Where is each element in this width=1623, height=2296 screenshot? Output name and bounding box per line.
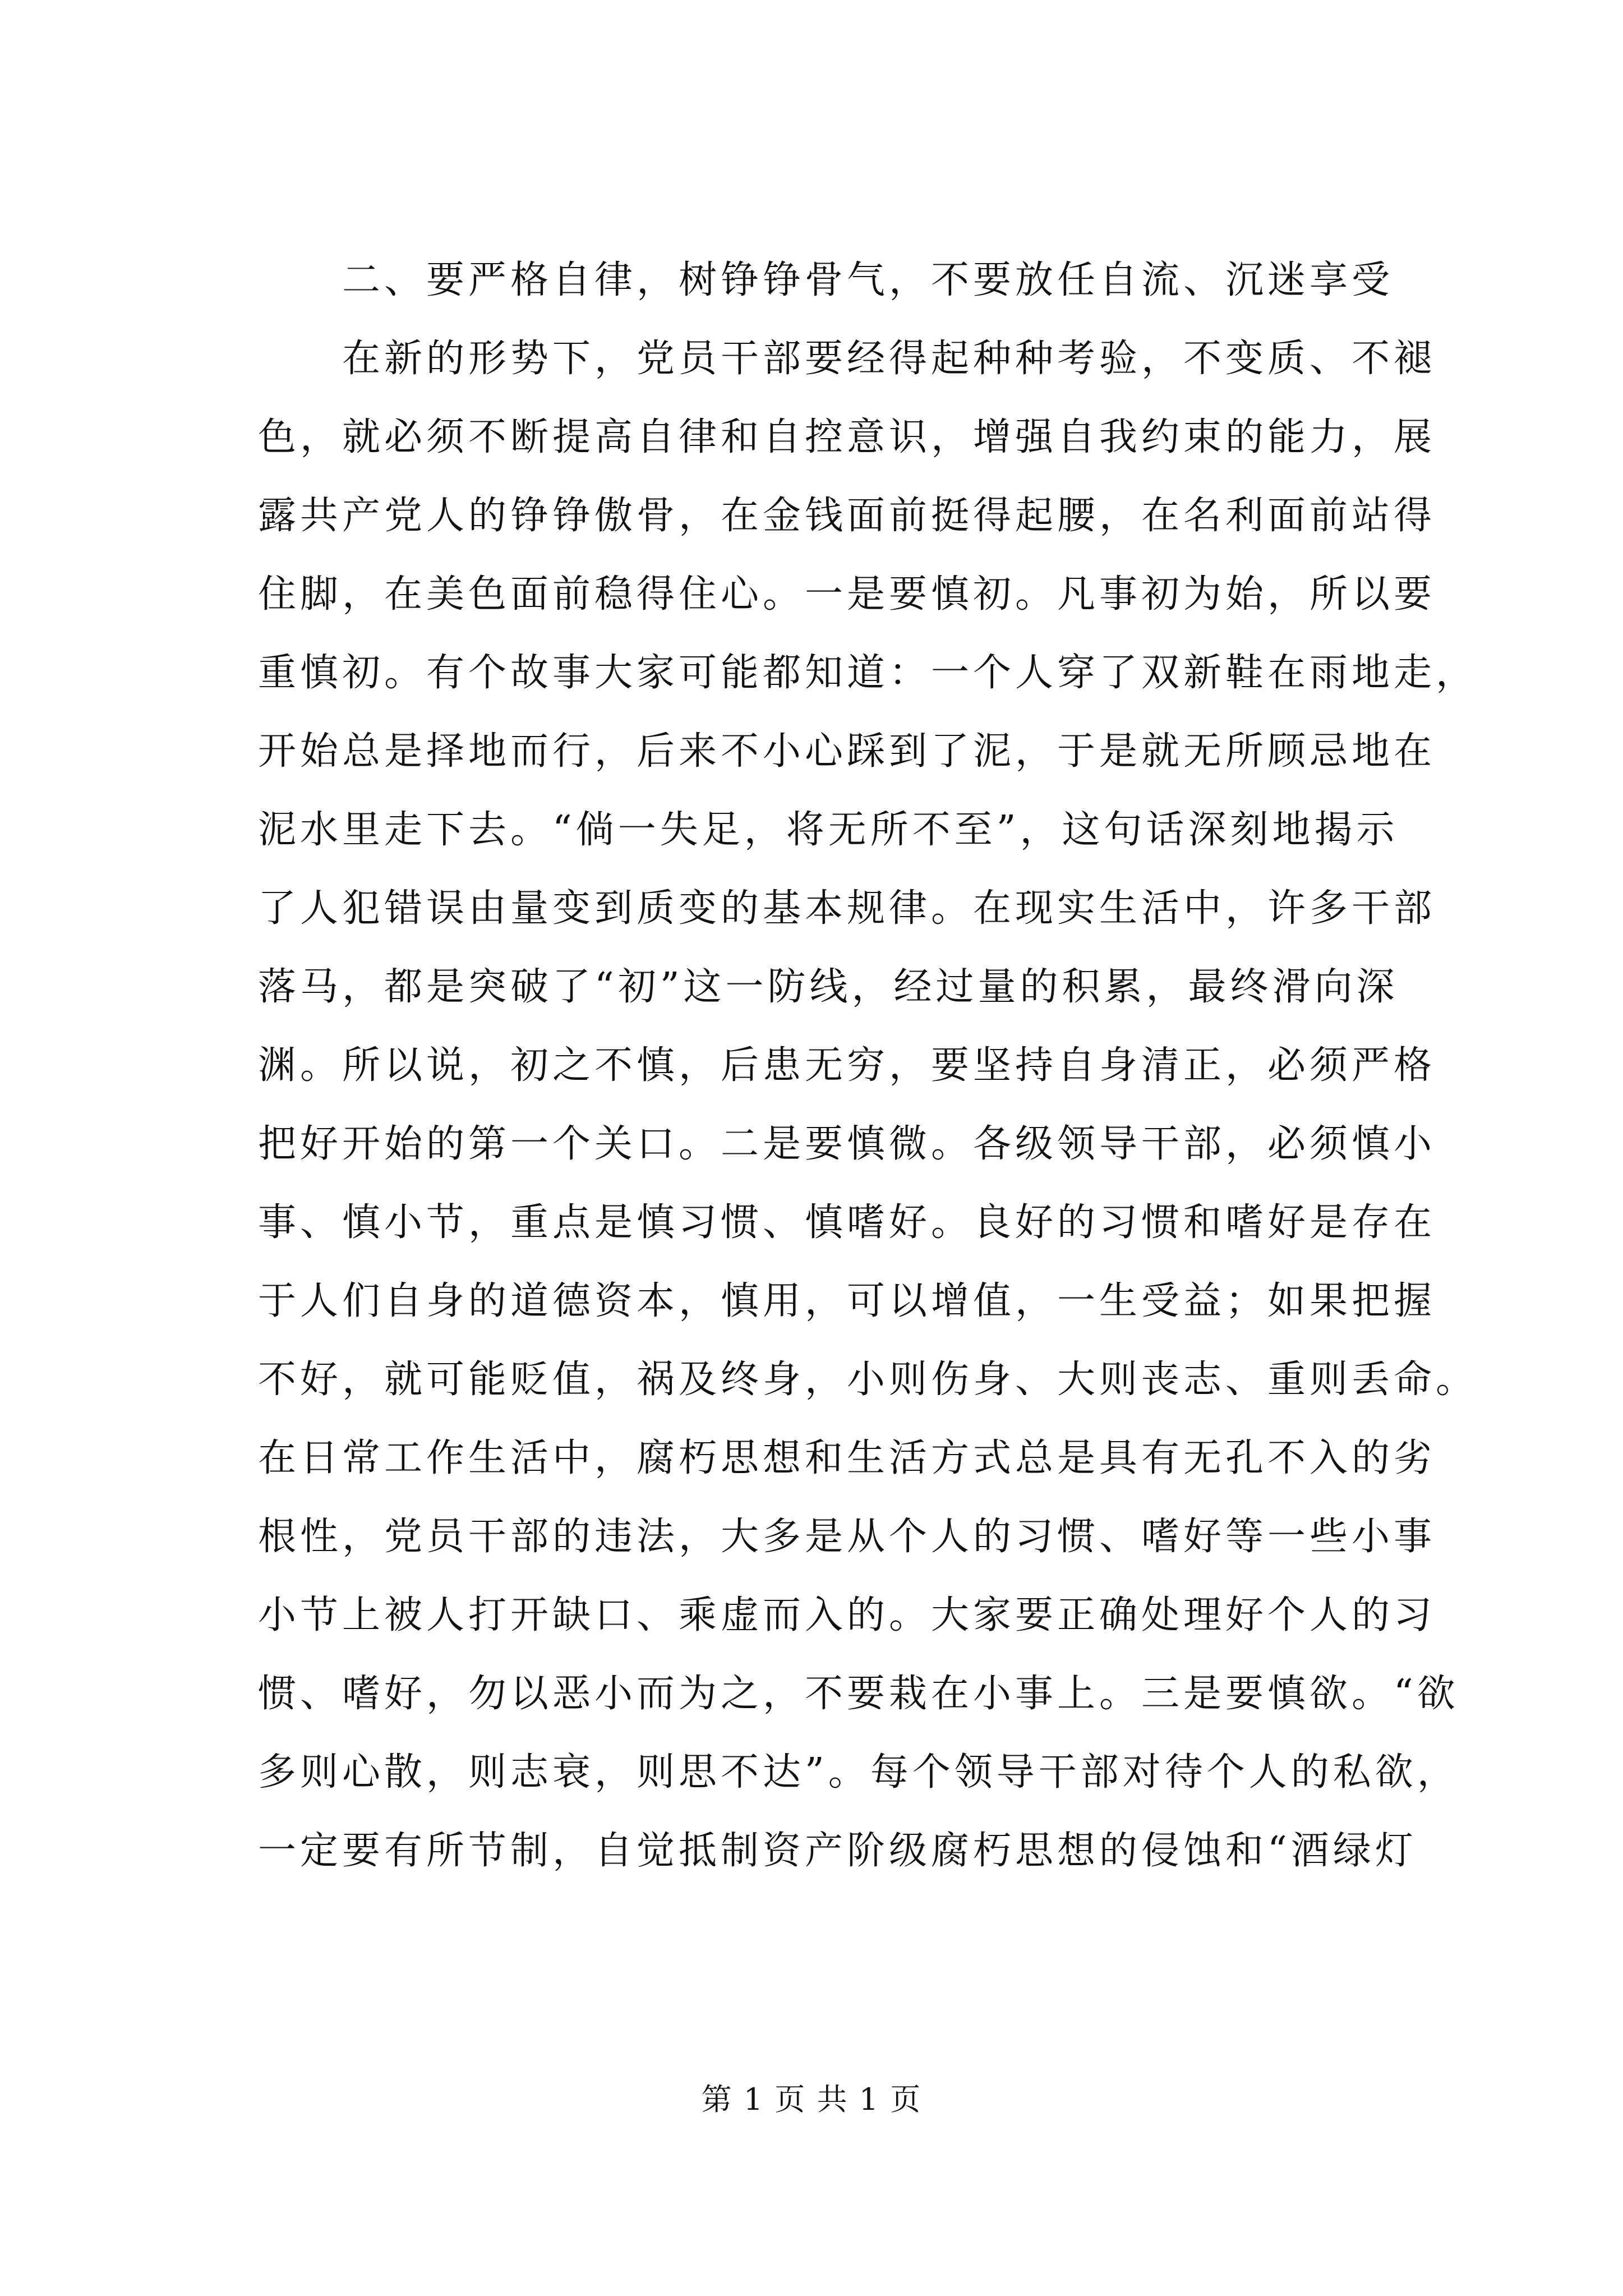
text-line: 在日常工作生活中，腐朽思想和生活方式总是具有无孔不入的劣 [258,1436,1436,1480]
text-line: 泥水里走下去。“倘一失足，将无所不至”，这句话深刻地揭示 [258,808,1399,852]
text-line: 于人们自身的道德资本，慎用，可以增值，一生受益；如果把握 [258,1279,1436,1323]
text-line: 住脚，在美色面前稳得住心。一是要慎初。凡事初为始，所以要 [258,572,1436,616]
text-line: 开始总是择地而行，后来不小心踩到了泥，于是就无所顾忌地在 [258,729,1436,774]
text-line: 露共产党人的铮铮傲骨，在金钱面前挺得起腰，在名利面前站得 [258,494,1436,538]
text-line: 色，就必须不断提高自律和自控意识，增强自我约束的能力，展 [258,415,1436,459]
body-text [258,241,1478,1890]
text-line: 根性，党员干部的违法，大多是从个人的习惯、嗜好等一些小事 [258,1515,1436,1559]
section-heading: 二、要严格自律，树铮铮骨气，不要放任自流、沉迷享受 [342,258,1394,302]
text-line: 渊。所以说，初之不慎，后患无穷，要坚持自身清正，必须严格 [258,1043,1436,1088]
text-line: 一定要有所节制，自觉抵制资产阶级腐朽思想的侵蚀和“酒绿灯 [258,1829,1417,1873]
text-line: 多则心散，则志衰，则思不达”。每个领导干部对待个人的私欲， [258,1750,1459,1795]
text-line: 不好，就可能贬值，祸及终身，小则伤身、大则丧志、重则丢命。 [258,1358,1478,1402]
page-number-footer: 第 1 页 共 1 页 [701,2082,922,2117]
text-line: 落马，都是突破了“初”这一防线，经过量的积累，最终滑向深 [258,965,1399,1009]
text-line: 重慎初。有个故事大家可能都知道：一个人穿了双新鞋在雨地走， [258,651,1478,695]
text-line: 惯、嗜好，勿以恶小而为之，不要栽在小事上。三是要慎欲。“欲 [258,1672,1459,1716]
text-line: 小节上被人打开缺口、乘虚而入的。大家要正确处理好个人的习 [258,1593,1436,1637]
text-line: 把好开始的第一个关口。二是要慎微。各级领导干部，必须慎小 [258,1122,1436,1166]
text-line: 事、慎小节，重点是慎习惯、慎嗜好。良好的习惯和嗜好是存在 [258,1200,1436,1245]
text-line: 了人犯错误由量变到质变的基本规律。在现实生活中，许多干部 [258,886,1436,931]
text-line: 在新的形势下，党员干部要经得起种种考验，不变质、不褪 [342,337,1436,381]
